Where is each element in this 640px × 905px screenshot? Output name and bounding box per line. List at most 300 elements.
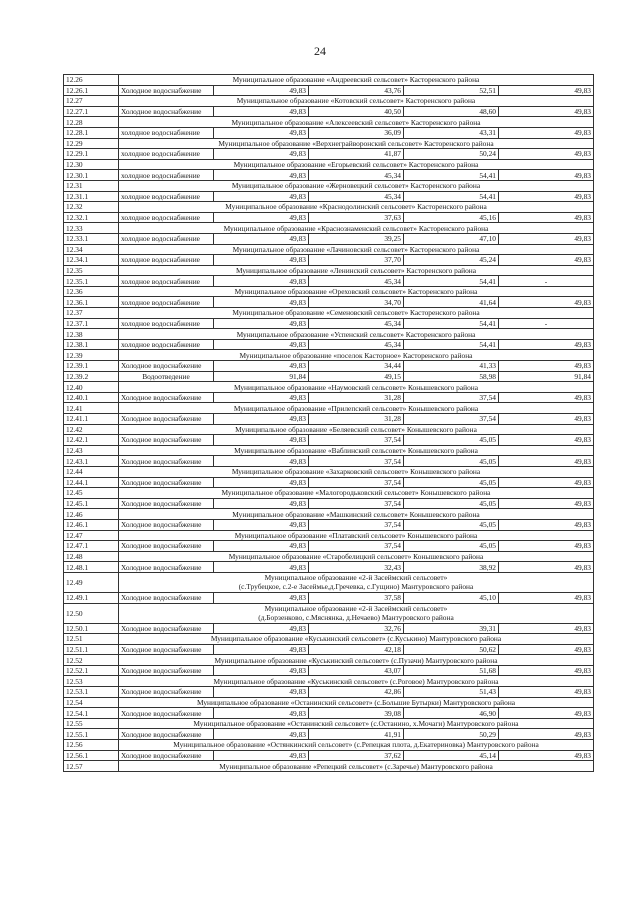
service-name: холодное водоснабжение — [119, 297, 214, 308]
row-code: 12.53 — [64, 676, 119, 687]
section-title-line: Муниципальное образование «2-й Засеймский сельсовет» — [264, 604, 448, 613]
tariff-value: 37,54 — [309, 477, 404, 488]
section-title: Муниципальное образование «поселок Касторное» Касторенского района — [119, 350, 594, 361]
section-header-row — [64, 634, 594, 645]
section-header-row — [64, 697, 594, 708]
row-code: 12.28.1 — [64, 127, 119, 138]
table-row — [64, 191, 594, 202]
section-title: Муниципальное образование «Котовский сельсовет» Касторенского района — [119, 96, 594, 107]
tariff-value: 45,24 — [404, 255, 499, 266]
tariff-value: 54,41 — [404, 318, 499, 329]
tariff-value: 34,44 — [309, 361, 404, 372]
section-title: Муниципальное образование «Захарковский сельсовет» Конышевского района — [119, 466, 594, 477]
section-title: Муниципальное образование «Останинский сельсовет» (с.Останино, х.Мочаги) Мантуровского района — [119, 718, 594, 729]
row-code: 12.57 — [64, 761, 119, 772]
section-title: Муниципальное образование «Куськинский сельсовет» (с.Роговое) Мантуровского района — [119, 676, 594, 687]
tariff-value: 49,83 — [214, 255, 309, 266]
tariff-value: 49,83 — [214, 191, 309, 202]
row-code: 12.50 — [64, 603, 119, 623]
row-code: 12.34.1 — [64, 255, 119, 266]
row-code: 12.29.1 — [64, 149, 119, 160]
table-row — [64, 318, 594, 329]
row-code: 12.46 — [64, 509, 119, 520]
tariff-value: 50,29 — [404, 729, 499, 740]
row-code: 12.35 — [64, 265, 119, 276]
row-code: 12.56.1 — [64, 750, 119, 761]
tariff-value: 37,54 — [309, 498, 404, 509]
row-code: 12.42.1 — [64, 435, 119, 446]
section-title: Муниципальное образование «Прилепский сельсовет» Конышевского района — [119, 403, 594, 414]
tariff-value: 49,83 — [214, 170, 309, 181]
section-title: Муниципальное образование «Семеновский сельсовет» Касторенского района — [119, 308, 594, 319]
service-name: Холодное водоснабжение — [119, 592, 214, 603]
row-code: 12.46.1 — [64, 519, 119, 530]
table-row — [64, 562, 594, 573]
section-header-row — [64, 308, 594, 319]
tariff-value: 31,28 — [309, 414, 404, 425]
service-name: Холодное водоснабжение — [119, 729, 214, 740]
section-title: Муниципальное образование «Ореховский сельсовет» Касторенского района — [119, 286, 594, 297]
row-code: 12.30.1 — [64, 170, 119, 181]
section-header-row — [64, 718, 594, 729]
section-header-row — [64, 329, 594, 340]
tariff-value: 45,05 — [404, 541, 499, 552]
table-row — [64, 477, 594, 488]
tariff-value: 45,34 — [309, 276, 404, 287]
section-title-line: Муниципальное образование «2-й Засеймский сельсовет» — [264, 573, 448, 583]
service-name: Водоотведение — [119, 371, 214, 382]
tariff-value: 45,34 — [309, 170, 404, 181]
tariff-value: 45,34 — [309, 191, 404, 202]
section-header-row — [64, 286, 594, 297]
tariff-value: 37,62 — [309, 750, 404, 761]
tariff-value: 49,83 — [499, 498, 594, 509]
section-title: Муниципальное образование «Куськинский сельсовет» (с.Куськино) Мантуровского района — [119, 634, 594, 645]
tariff-value: 49,83 — [499, 708, 594, 719]
tariff-value: 41,33 — [404, 361, 499, 372]
table-row — [64, 85, 594, 96]
row-code: 12.48 — [64, 551, 119, 562]
service-name: Холодное водоснабжение — [119, 106, 214, 117]
section-title: Муниципальное образование «Платавский сельсовет» Конышевского района — [119, 530, 594, 541]
tariff-value: 49,83 — [214, 127, 309, 138]
section-title: Муниципальное образование «Старобелицкий сельсовет» Конышевского района — [119, 551, 594, 562]
row-code: 12.56 — [64, 740, 119, 751]
table-row — [64, 170, 594, 181]
table-row — [64, 414, 594, 425]
row-code: 12.49 — [64, 572, 119, 592]
tariff-value: 37,54 — [404, 414, 499, 425]
tariff-value: 51,68 — [404, 665, 499, 676]
tariff-value: 49,83 — [214, 339, 309, 350]
service-name: Холодное водоснабжение — [119, 392, 214, 403]
table-row — [64, 392, 594, 403]
table-row — [64, 297, 594, 308]
tariff-value: 49,83 — [214, 456, 309, 467]
section-header-row — [64, 96, 594, 107]
table-row — [64, 623, 594, 634]
tariff-value: 49,83 — [499, 729, 594, 740]
row-code: 12.43.1 — [64, 456, 119, 467]
tariff-value: 49,83 — [499, 687, 594, 698]
tariff-value: 39,25 — [309, 233, 404, 244]
section-title: Муниципальное образование «Останинский сельсовет» (с.Большие Бутырки) Мантуровского района — [119, 697, 594, 708]
page-number: 24 — [314, 44, 326, 58]
service-name: Холодное водоснабжение — [119, 361, 214, 372]
row-code: 12.45 — [64, 488, 119, 499]
section-title: Муниципальное образование «Алексеевский сельсовет» Касторенского района — [119, 117, 594, 128]
service-name: холодное водоснабжение — [119, 191, 214, 202]
service-name: Холодное водоснабжение — [119, 750, 214, 761]
tariff-value: 45,14 — [404, 750, 499, 761]
section-title: Муниципальное образование «Остянкинский сельсовет» (с.Репецкая плота, д.Екатериновка) Мантуровского района — [119, 740, 594, 751]
row-code: 12.49.1 — [64, 592, 119, 603]
section-header-row — [64, 403, 594, 414]
section-header-row — [64, 244, 594, 255]
row-code: 12.30 — [64, 159, 119, 170]
tariff-value: 49,83 — [499, 127, 594, 138]
row-code: 12.32.1 — [64, 212, 119, 223]
table-row — [64, 212, 594, 223]
tariff-value: 49,83 — [499, 255, 594, 266]
row-code: 12.41.1 — [64, 414, 119, 425]
tariff-value: 42,18 — [309, 644, 404, 655]
tariff-value: 49,83 — [499, 644, 594, 655]
tariff-value: 49,83 — [214, 477, 309, 488]
tariff-value: 43,31 — [404, 127, 499, 138]
tariff-value: 37,54 — [404, 392, 499, 403]
service-name: Холодное водоснабжение — [119, 623, 214, 634]
tariff-value: 41,91 — [309, 729, 404, 740]
tariff-value: - — [499, 318, 594, 329]
section-title-line: (с.Трубецкое, с.2-е Засеймье,д.Гречевка, с.Гущино) Мантуровского района — [238, 582, 474, 592]
section-title — [119, 572, 594, 592]
service-name: Холодное водоснабжение — [119, 519, 214, 530]
service-name: холодное водоснабжение — [119, 149, 214, 160]
tariff-value: 49,83 — [214, 85, 309, 96]
tariff-value: 54,41 — [404, 191, 499, 202]
section-header-row — [64, 180, 594, 191]
tariff-value: 49,83 — [499, 623, 594, 634]
table-row — [64, 233, 594, 244]
section-header-row — [64, 117, 594, 128]
tariff-value: 49,83 — [214, 729, 309, 740]
service-name: холодное водоснабжение — [119, 255, 214, 266]
tariff-table-body — [64, 75, 594, 772]
tariff-value: 49,83 — [499, 170, 594, 181]
section-header-row — [64, 572, 594, 592]
tariff-value: 49,83 — [214, 392, 309, 403]
tariff-value: 49,83 — [214, 435, 309, 446]
row-code: 12.37 — [64, 308, 119, 319]
table-row — [64, 149, 594, 160]
tariff-value: 49,83 — [499, 592, 594, 603]
tariff-value: 49,15 — [309, 371, 404, 382]
tariff-value: 45,05 — [404, 498, 499, 509]
tariff-value: 91,84 — [214, 371, 309, 382]
tariff-value: 41,87 — [309, 149, 404, 160]
tariff-value: 49,83 — [214, 519, 309, 530]
section-title: Муниципальное образование «Верхнеграйворонский сельсовет» Касторенского района — [119, 138, 594, 149]
row-code: 12.39.2 — [64, 371, 119, 382]
tariff-value: 51,43 — [404, 687, 499, 698]
tariff-value: 49,83 — [499, 297, 594, 308]
tariff-value: 50,62 — [404, 644, 499, 655]
row-code: 12.27.1 — [64, 106, 119, 117]
section-title: Муниципальное образование «Лачиновский сельсовет» Касторенского района — [119, 244, 594, 255]
row-code: 12.29 — [64, 138, 119, 149]
table-row — [64, 127, 594, 138]
table-row — [64, 255, 594, 266]
tariff-value: 49,83 — [214, 687, 309, 698]
row-code: 12.27 — [64, 96, 119, 107]
tariff-value: 45,34 — [309, 318, 404, 329]
section-header-row — [64, 466, 594, 477]
tariff-value: 49,83 — [214, 623, 309, 634]
row-code: 12.37.1 — [64, 318, 119, 329]
service-name: холодное водоснабжение — [119, 339, 214, 350]
tariff-value: 45,05 — [404, 477, 499, 488]
row-code: 12.40 — [64, 382, 119, 393]
row-code: 12.41 — [64, 403, 119, 414]
tariff-value: 49,83 — [214, 644, 309, 655]
tariff-value: 49,83 — [214, 297, 309, 308]
tariff-value: 49,83 — [499, 414, 594, 425]
table-row — [64, 708, 594, 719]
service-name: Холодное водоснабжение — [119, 541, 214, 552]
tariff-value: 43,07 — [309, 665, 404, 676]
section-title: Муниципальное образование «Машкинский сельсовет» Конышевского района — [119, 509, 594, 520]
row-code: 12.50.1 — [64, 623, 119, 634]
tariff-value: 49,83 — [499, 562, 594, 573]
section-header-row — [64, 761, 594, 772]
tariff-table — [63, 74, 594, 772]
tariff-value: 49,83 — [499, 519, 594, 530]
tariff-value: 39,08 — [309, 708, 404, 719]
tariff-value: 49,83 — [214, 414, 309, 425]
service-name: Холодное водоснабжение — [119, 414, 214, 425]
section-title: Муниципальное образование «Беляевский сельсовет» Конышевского района — [119, 424, 594, 435]
table-row — [64, 371, 594, 382]
section-header-row — [64, 445, 594, 456]
tariff-value: 45,10 — [404, 592, 499, 603]
section-title: Муниципальное образование «Ленинский сельсовет» Касторенского района — [119, 265, 594, 276]
row-code: 12.33 — [64, 223, 119, 234]
section-title: Муниципальное образование «Наумовский сельсовет» Конышевского района — [119, 382, 594, 393]
section-header-row — [64, 75, 594, 86]
section-title: Муниципальное образование «Краснознаменский сельсовет» Касторенского района — [119, 223, 594, 234]
tariff-value: 49,83 — [214, 708, 309, 719]
tariff-value: 49,83 — [214, 212, 309, 223]
row-code: 12.36 — [64, 286, 119, 297]
table-row — [64, 361, 594, 372]
row-code: 12.47.1 — [64, 541, 119, 552]
row-code: 12.54.1 — [64, 708, 119, 719]
tariff-value: 49,83 — [499, 191, 594, 202]
row-code: 12.39 — [64, 350, 119, 361]
row-code: 12.55 — [64, 718, 119, 729]
tariff-value: 49,83 — [499, 85, 594, 96]
service-name: холодное водоснабжение — [119, 318, 214, 329]
tariff-value: 36,09 — [309, 127, 404, 138]
service-name: холодное водоснабжение — [119, 233, 214, 244]
section-title — [119, 603, 594, 623]
tariff-value: 91,84 — [499, 371, 594, 382]
section-header-row — [64, 202, 594, 213]
tariff-value: 43,76 — [309, 85, 404, 96]
tariff-value: 37,70 — [309, 255, 404, 266]
row-code: 12.43 — [64, 445, 119, 456]
tariff-value: 49,83 — [499, 233, 594, 244]
table-row — [64, 729, 594, 740]
tariff-value: 49,83 — [499, 750, 594, 761]
service-name: Холодное водоснабжение — [119, 644, 214, 655]
tariff-value: 54,41 — [404, 339, 499, 350]
tariff-value: 40,50 — [309, 106, 404, 117]
section-title: Муниципальное образование «Малогородьковский сельсовет» Конышевского района — [119, 488, 594, 499]
table-row — [64, 498, 594, 509]
service-name: Холодное водоснабжение — [119, 665, 214, 676]
row-code: 12.52.1 — [64, 665, 119, 676]
tariff-value: 42,86 — [309, 687, 404, 698]
tariff-value: 49,83 — [499, 392, 594, 403]
row-code: 12.35.1 — [64, 276, 119, 287]
tariff-value: 37,54 — [309, 519, 404, 530]
tariff-value: 50,24 — [404, 149, 499, 160]
table-row — [64, 541, 594, 552]
tariff-value: 37,58 — [309, 592, 404, 603]
tariff-value: 49,83 — [499, 477, 594, 488]
row-code: 12.51.1 — [64, 644, 119, 655]
tariff-value: 32,43 — [309, 562, 404, 573]
section-header-row — [64, 655, 594, 666]
section-title-line: (д.Борзенково, с.Мяснянка, д.Нечаево) Мантуровского района — [258, 613, 454, 622]
table-row — [64, 644, 594, 655]
tariff-value: 49,83 — [214, 276, 309, 287]
tariff-value: 49,83 — [214, 750, 309, 761]
section-header-row — [64, 551, 594, 562]
section-header-row — [64, 223, 594, 234]
row-code: 12.28 — [64, 117, 119, 128]
tariff-value: 31,28 — [309, 392, 404, 403]
tariff-value: 54,41 — [404, 170, 499, 181]
row-code: 12.26.1 — [64, 85, 119, 96]
section-header-row — [64, 382, 594, 393]
tariff-value: 47,10 — [404, 233, 499, 244]
tariff-value: 39,31 — [404, 623, 499, 634]
section-title: Муниципальное образование «Репецкий сельсовет» (с.Заречье) Мантуровского района — [119, 761, 594, 772]
tariff-value: 49,83 — [214, 106, 309, 117]
section-header-row — [64, 350, 594, 361]
section-header-row — [64, 159, 594, 170]
section-header-row — [64, 740, 594, 751]
table-row — [64, 339, 594, 350]
section-header-row — [64, 530, 594, 541]
tariff-value: 49,83 — [214, 318, 309, 329]
table-row — [64, 276, 594, 287]
row-code: 12.51 — [64, 634, 119, 645]
section-header-row — [64, 603, 594, 623]
service-name: холодное водоснабжение — [119, 127, 214, 138]
row-code: 12.38.1 — [64, 339, 119, 350]
section-header-row — [64, 265, 594, 276]
service-name: холодное водоснабжение — [119, 212, 214, 223]
table-row — [64, 456, 594, 467]
tariff-value: 46,90 — [404, 708, 499, 719]
tariff-value: 38,92 — [404, 562, 499, 573]
tariff-value: - — [499, 276, 594, 287]
tariff-value: 54,41 — [404, 276, 499, 287]
tariff-value: 49,83 — [499, 339, 594, 350]
tariff-value: 41,64 — [404, 297, 499, 308]
row-code: 12.32 — [64, 202, 119, 213]
row-code: 12.38 — [64, 329, 119, 340]
service-name: Холодное водоснабжение — [119, 562, 214, 573]
tariff-value: 49,83 — [499, 541, 594, 552]
row-code: 12.54 — [64, 697, 119, 708]
service-name: Холодное водоснабжение — [119, 85, 214, 96]
tariff-value: 49,83 — [214, 541, 309, 552]
table-row — [64, 750, 594, 761]
tariff-value: 49,83 — [214, 233, 309, 244]
row-code: 12.42 — [64, 424, 119, 435]
tariff-value: 49,83 — [214, 149, 309, 160]
tariff-value: 32,76 — [309, 623, 404, 634]
tariff-value: 49,83 — [499, 212, 594, 223]
tariff-value: 58,98 — [404, 371, 499, 382]
tariff-value: 45,05 — [404, 519, 499, 530]
service-name: Холодное водоснабжение — [119, 498, 214, 509]
tariff-value: 37,54 — [309, 541, 404, 552]
row-code: 12.34 — [64, 244, 119, 255]
row-code: 12.31 — [64, 180, 119, 191]
table-row — [64, 687, 594, 698]
tariff-value: 49,83 — [214, 361, 309, 372]
tariff-value: 45,05 — [404, 456, 499, 467]
section-title: Муниципальное образование «Ваблинский сельсовет» Конышевского района — [119, 445, 594, 456]
table-row — [64, 519, 594, 530]
row-code: 12.40.1 — [64, 392, 119, 403]
service-name: Холодное водоснабжение — [119, 687, 214, 698]
row-code: 12.33.1 — [64, 233, 119, 244]
tariff-value: 34,70 — [309, 297, 404, 308]
section-title: Муниципальное образование «Краснодолинский сельсовет» Касторенского района — [119, 202, 594, 213]
tariff-value: 49,83 — [214, 562, 309, 573]
row-code: 12.36.1 — [64, 297, 119, 308]
row-code: 12.45.1 — [64, 498, 119, 509]
tariff-value: 49,83 — [499, 456, 594, 467]
table-row — [64, 106, 594, 117]
table-row — [64, 435, 594, 446]
tariff-value: 48,60 — [404, 106, 499, 117]
tariff-value: 45,34 — [309, 339, 404, 350]
service-name: Холодное водоснабжение — [119, 456, 214, 467]
tariff-value: 49,83 — [214, 665, 309, 676]
tariff-value: 45,05 — [404, 435, 499, 446]
section-header-row — [64, 509, 594, 520]
service-name: холодное водоснабжение — [119, 170, 214, 181]
section-title: Муниципальное образование «Жерновецкий сельсовет» Касторенского района — [119, 180, 594, 191]
tariff-value: 37,54 — [309, 456, 404, 467]
tariff-value: 49,83 — [214, 498, 309, 509]
section-title: Муниципальное образование «Андреевский сельсовет» Касторенского района — [119, 75, 594, 86]
tariff-value: 49,83 — [499, 665, 594, 676]
section-header-row — [64, 138, 594, 149]
tariff-value: 45,16 — [404, 212, 499, 223]
section-header-row — [64, 424, 594, 435]
row-code: 12.39.1 — [64, 361, 119, 372]
table-row — [64, 665, 594, 676]
